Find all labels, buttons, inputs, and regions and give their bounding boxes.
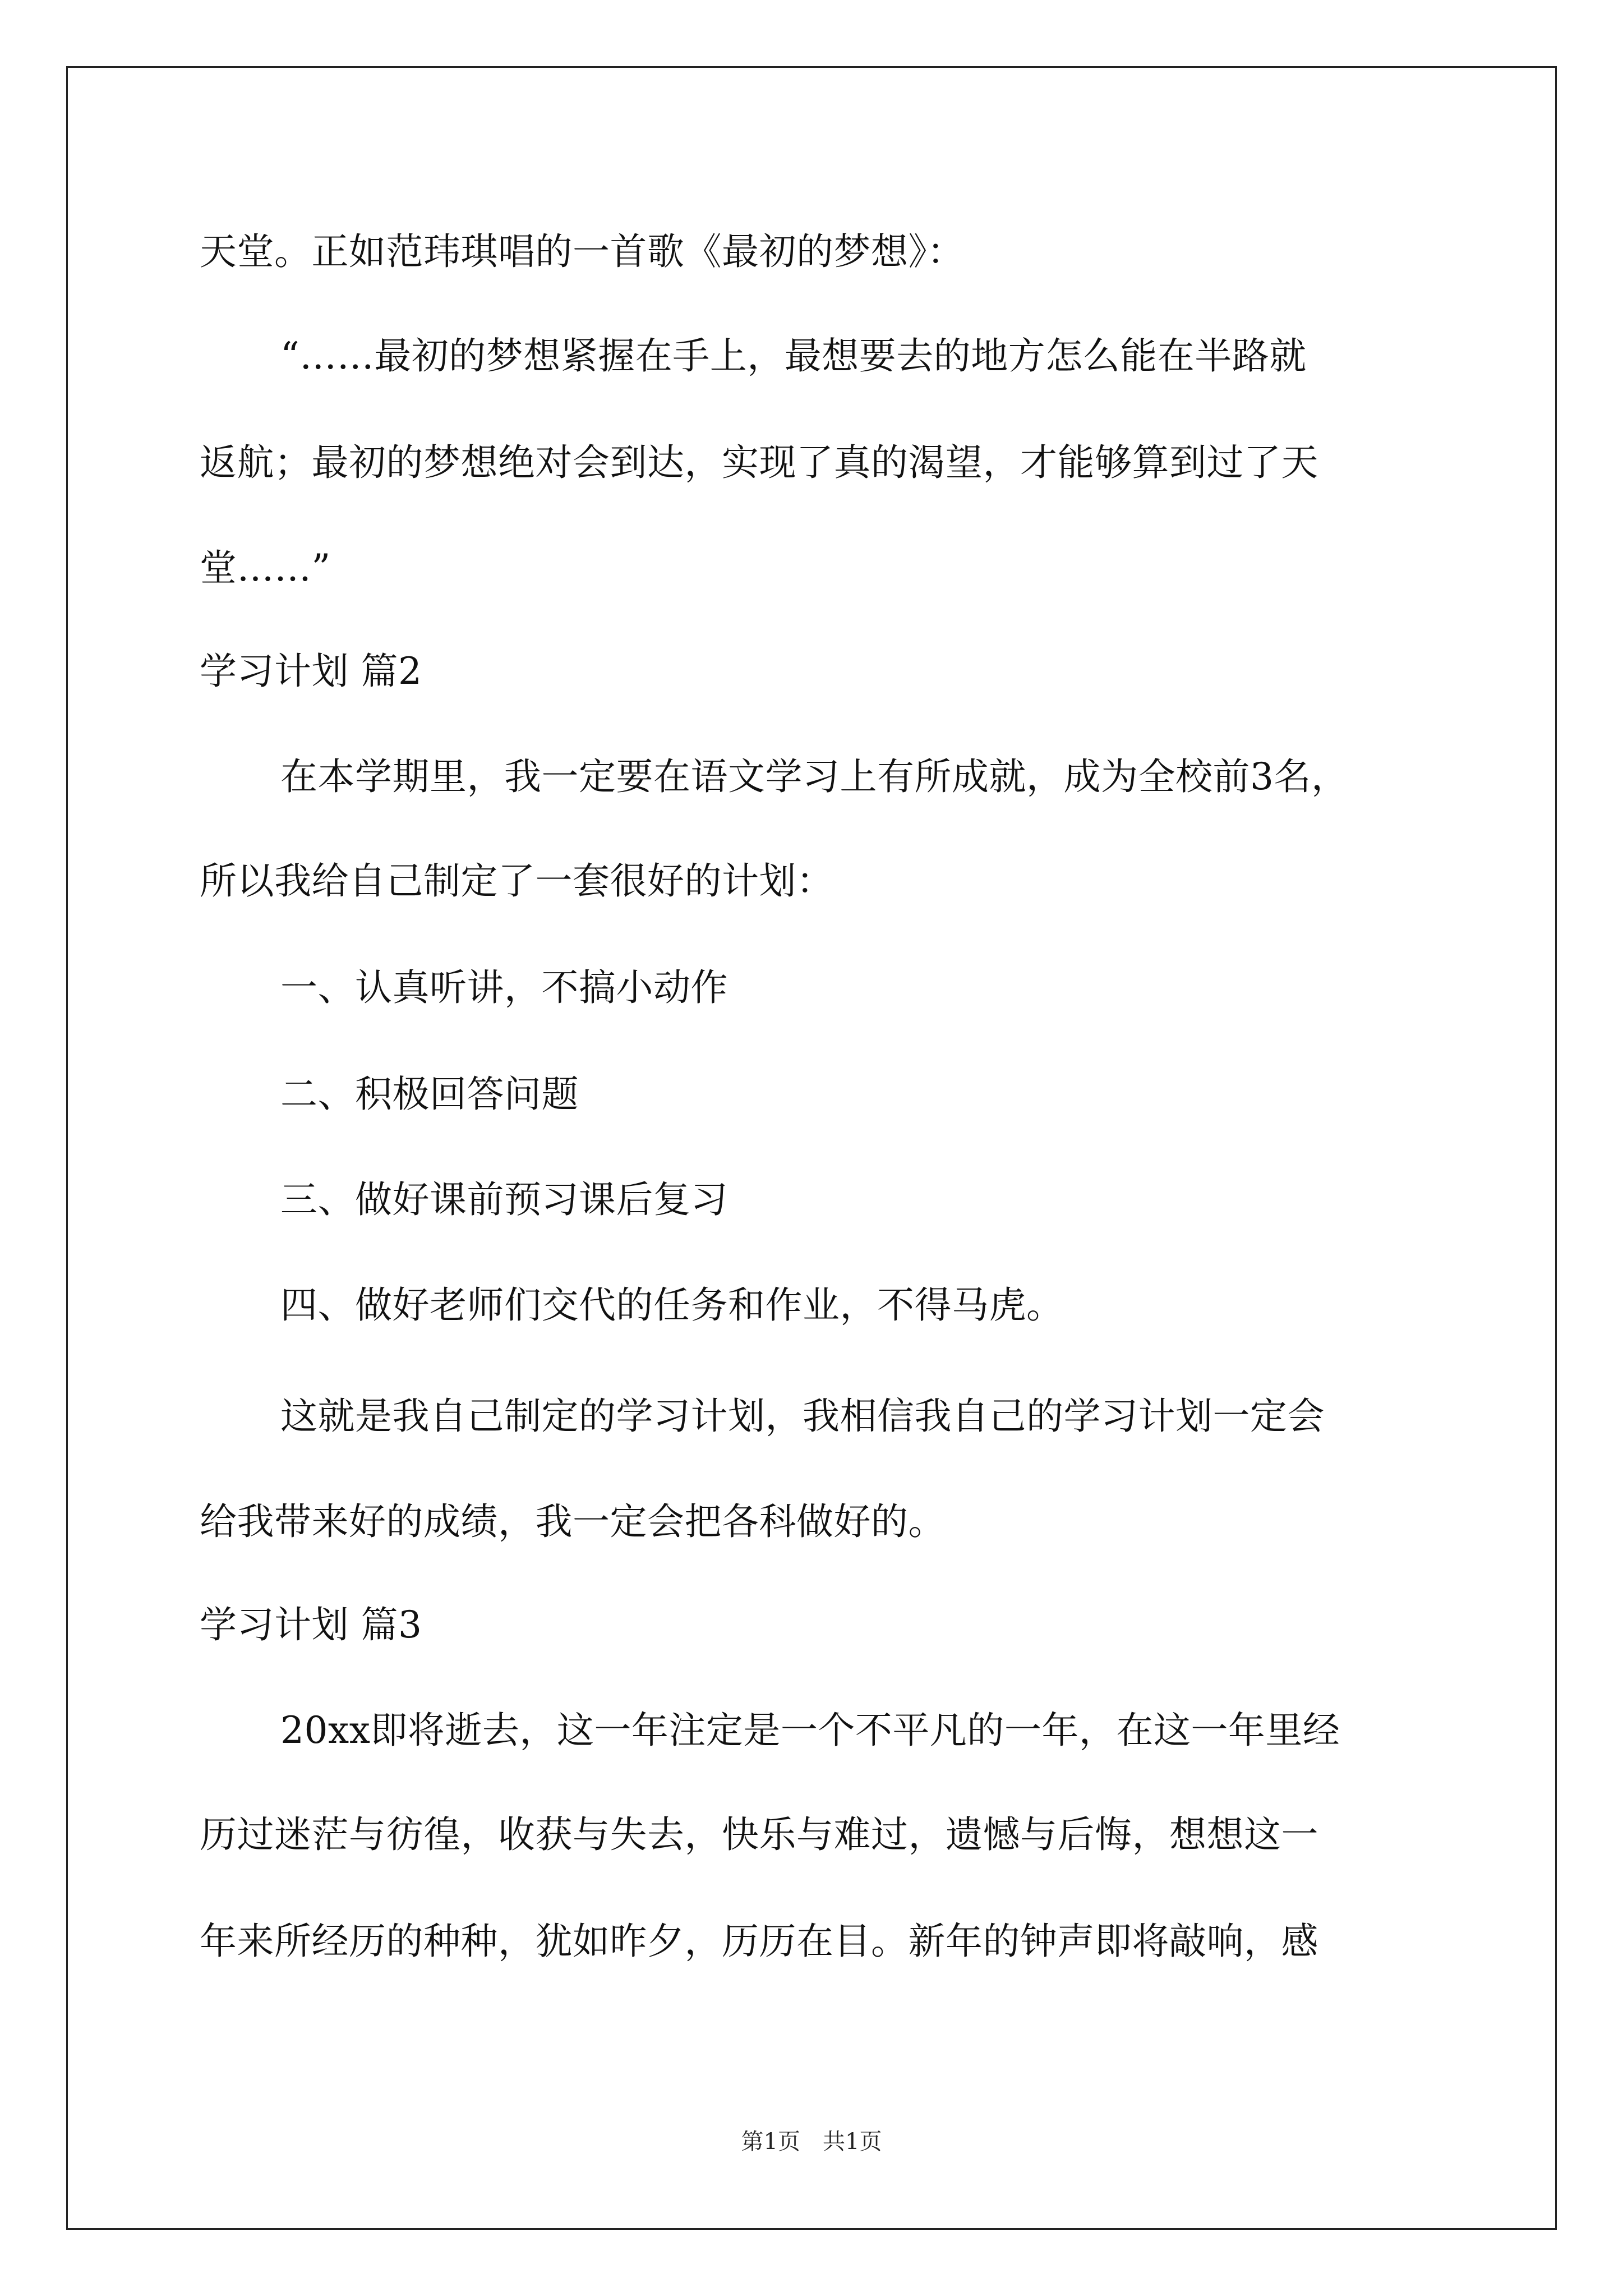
section-heading: 学习计划 篇2 <box>200 650 422 693</box>
list-item: 一、认真听讲，不搞小动作 <box>280 966 728 1009</box>
paragraph-line: 给我带来好的成绩，我一定会把各科做好的。 <box>200 1500 946 1543</box>
list-item: 二、积极回答问题 <box>280 1073 579 1116</box>
quote-line: 返航；最初的梦想绝对会到达，实现了真的渴望，才能够算到过了天 <box>200 441 1318 484</box>
quote-line: 堂……” <box>200 546 331 590</box>
page-border <box>66 66 1557 2230</box>
list-item: 三、做好课前预习课后复习 <box>280 1178 728 1221</box>
paragraph-line: 在本学期里，我一定要在语文学习上有所成就，成为全校前3名， <box>280 755 1349 798</box>
list-item: 四、做好老师们交代的任务和作业，不得马虎。 <box>280 1283 1064 1327</box>
paragraph-line: 历过迷茫与彷徨，收获与失去，快乐与难过，遗憾与后悔，想想这一 <box>200 1813 1318 1856</box>
page-footer: 第1页 共1页 <box>741 2129 882 2155</box>
paragraph-line: 20xx即将逝去，这一年注定是一个不平凡的一年，在这一年里经 <box>280 1709 1340 1752</box>
paragraph-line: 天堂。正如范玮琪唱的一首歌《最初的梦想》： <box>200 230 965 273</box>
quote-line: “……最初的梦想紧握在手上，最想要去的地方怎么能在半路就 <box>280 334 1307 378</box>
paragraph-line: 这就是我自己制定的学习计划，我相信我自己的学习计划一定会 <box>280 1395 1325 1438</box>
paragraph-line: 所以我给自己制定了一套很好的计划： <box>200 859 834 903</box>
paragraph-line: 年来所经历的种种，犹如昨夕，历历在目。新年的钟声即将敲响，感 <box>200 1920 1318 1963</box>
section-heading: 学习计划 篇3 <box>200 1603 422 1646</box>
